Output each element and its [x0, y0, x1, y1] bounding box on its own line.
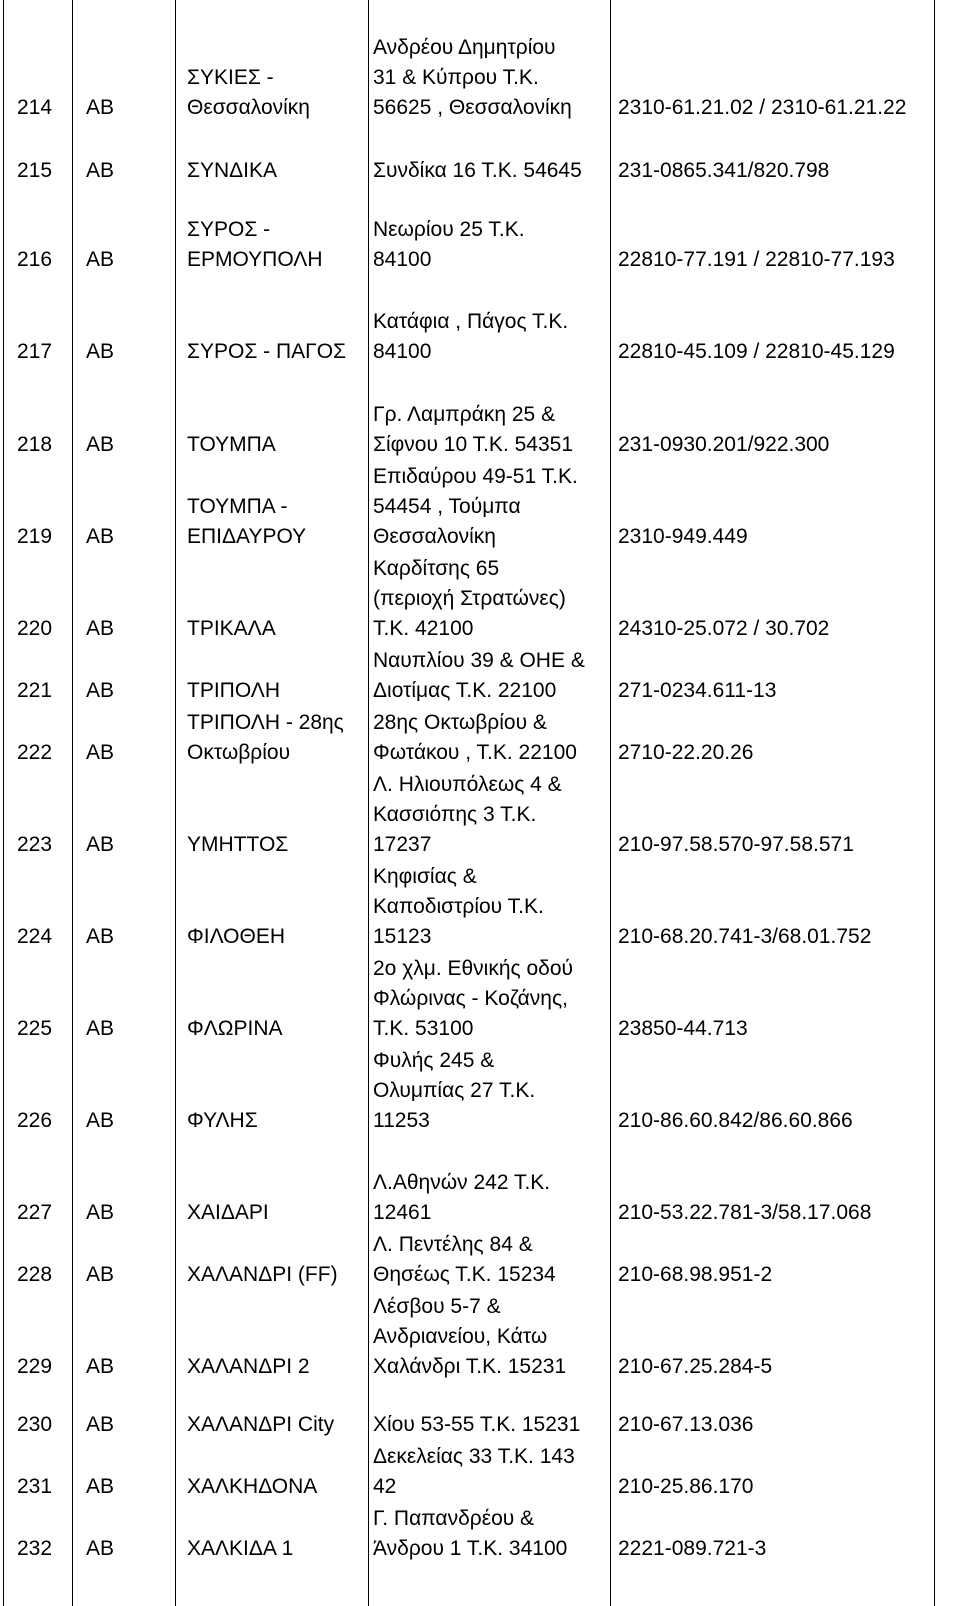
store-code: AB	[86, 679, 115, 702]
store-code: AB	[86, 617, 115, 640]
store-address: Ανδρέου Δημητρίου 31 & Κύπρου Τ.Κ. 56625 , Θεσσαλονίκη	[373, 36, 572, 119]
store-address: Νεωρίου 25 Τ.Κ. 84100	[373, 218, 525, 271]
table-row	[3, 770, 935, 862]
store-number: 225	[17, 1017, 53, 1040]
store-phone: 23850-44.713	[618, 1017, 748, 1040]
store-number: 231	[17, 1475, 53, 1498]
store-code: AB	[86, 340, 115, 363]
store-name: ΧΑΛΑΝΔΡΙ City	[187, 1413, 335, 1436]
store-phone: 271-0234.611-13	[618, 679, 777, 702]
table-row	[3, 1504, 935, 1566]
store-phone: 210-97.58.570-97.58.571	[618, 833, 854, 856]
table-row	[3, 0, 935, 125]
store-code: AB	[86, 741, 115, 764]
store-address: Χίου 53-55 Τ.Κ. 15231	[373, 1413, 581, 1436]
store-phone: 231-0865.341/820.798	[618, 159, 830, 182]
store-address: Επιδαύρου 49-51 Τ.Κ. 54454 , Τούμπα Θεσσαλονίκη	[373, 465, 578, 548]
store-name: ΤΟΥΜΠΑ	[187, 433, 276, 456]
store-table-body	[3, 0, 935, 1566]
store-address: Λ. Ηλιουπόλεως 4 & Κασσιόπης 3 Τ.Κ. 17237	[373, 773, 562, 856]
store-number: 222	[17, 741, 53, 764]
store-phone: 210-53.22.781-3/58.17.068	[618, 1201, 872, 1224]
store-phone: 210-68.98.951-2	[618, 1263, 773, 1286]
store-name: ΣΥΝΔΙΚΑ	[187, 159, 278, 182]
table-row	[3, 369, 935, 462]
store-name: ΧΑΙΔΑΡΙ	[187, 1201, 269, 1224]
store-number: 229	[17, 1355, 53, 1378]
store-code: AB	[86, 1355, 115, 1378]
store-address: 2ο χλμ. Εθνικής οδού Φλώρινας - Κοζάνης, Τ.Κ. 53100	[373, 957, 574, 1040]
table-row	[3, 277, 935, 369]
store-name: ΤΡΙΚΑΛΑ	[187, 617, 276, 640]
store-name: ΣΥΡΟΣ - ΕΡΜΟΥΠΟΛΗ	[187, 218, 323, 271]
store-code: AB	[86, 1537, 115, 1560]
store-address: 28ης Οκτωβρίου & Φωτάκου , Τ.Κ. 22100	[373, 711, 577, 764]
store-number: 214	[17, 96, 53, 119]
store-address: Δεκελείας 33 Τ.Κ. 143 42	[373, 1445, 575, 1498]
store-number: 232	[17, 1537, 53, 1560]
table-row	[3, 708, 935, 770]
store-name: ΣΥΡΟΣ - ΠΑΓΟΣ	[187, 340, 347, 363]
store-name: ΧΑΛΚΙΔΑ 1	[187, 1537, 294, 1560]
store-code: AB	[86, 1263, 115, 1286]
store-number: 228	[17, 1263, 53, 1286]
store-address: Καρδίτσης 65 (περιοχή Στρατώνες) Τ.Κ. 42100	[373, 557, 566, 640]
store-number: 215	[17, 159, 53, 182]
store-code: AB	[86, 1201, 115, 1224]
store-number: 216	[17, 248, 53, 271]
store-address: Λέσβου 5-7 & Ανδριανείου, Κάτω Χαλάνδρι Τ.Κ. 15231	[373, 1295, 567, 1378]
store-phone: 231-0930.201/922.300	[618, 433, 830, 456]
store-address: Ναυπλίου 39 & ΟΗΕ & Διοτίμας Τ.Κ. 22100	[373, 649, 585, 702]
store-code: AB	[86, 159, 115, 182]
table-row	[3, 954, 935, 1046]
table-row	[3, 125, 935, 188]
store-number: 218	[17, 433, 53, 456]
store-code: AB	[86, 1017, 115, 1040]
store-phone: 210-86.60.842/86.60.866	[618, 1109, 853, 1132]
store-address: Φυλής 245 & Ολυμπίας 27 Τ.Κ. 11253	[373, 1049, 536, 1132]
store-name: ΦΥΛΗΣ	[187, 1109, 258, 1132]
store-phone: 2310-949.449	[618, 525, 748, 548]
store-phone: 22810-45.109 / 22810-45.129	[618, 340, 895, 363]
store-code: AB	[86, 248, 115, 271]
table-row	[3, 1292, 935, 1384]
store-code: AB	[86, 1413, 115, 1436]
store-name: ΤΡΙΠΟΛΗ	[187, 679, 280, 702]
table-row	[3, 646, 935, 708]
store-name: ΥΜΗΤΤΟΣ	[187, 833, 289, 856]
store-number: 223	[17, 833, 53, 856]
store-phone: 22810-77.191 / 22810-77.193	[618, 248, 895, 271]
store-phone: 2310-61.21.02 / 2310-61.21.22	[618, 96, 907, 119]
store-number: 226	[17, 1109, 53, 1132]
store-phone: 210-68.20.741-3/68.01.752	[618, 925, 872, 948]
store-phone: 2710-22.20.26	[618, 741, 754, 764]
store-number: 220	[17, 617, 53, 640]
store-name: ΦΛΩΡΙΝΑ	[187, 1017, 283, 1040]
store-phone: 210-25.86.170	[618, 1475, 754, 1498]
table-row	[3, 1046, 935, 1138]
store-code: AB	[86, 525, 115, 548]
table-row	[3, 1138, 935, 1230]
store-number: 219	[17, 525, 53, 548]
store-code: AB	[86, 925, 115, 948]
store-name: ΣΥΚΙΕΣ - Θεσσαλονίκη	[187, 66, 310, 119]
table-row	[3, 1384, 935, 1442]
store-address: Γ. Παπανδρέου & Άνδρου 1 Τ.Κ. 34100	[373, 1507, 568, 1560]
store-code: AB	[86, 1475, 115, 1498]
store-phone: 24310-25.072 / 30.702	[618, 617, 830, 640]
store-number: 230	[17, 1413, 53, 1436]
store-phone: 210-67.25.284-5	[618, 1355, 773, 1378]
table-row	[3, 1230, 935, 1292]
store-code: AB	[86, 1109, 115, 1132]
store-name: ΧΑΛΚΗΔΟΝΑ	[187, 1475, 318, 1498]
table-row	[3, 188, 935, 277]
store-address: Λ. Πεντέλης 84 & Θησέως Τ.Κ. 15234	[373, 1233, 556, 1286]
table-row	[3, 462, 935, 554]
store-address: Κατάφια , Πάγος Τ.Κ. 84100	[373, 310, 569, 363]
store-number: 224	[17, 925, 53, 948]
store-number: 227	[17, 1201, 53, 1224]
store-name: ΤΡΙΠΟΛΗ - 28ης Οκτωβρίου	[187, 711, 344, 764]
store-address: Κηφισίας & Καποδιστρίου Τ.Κ. 15123	[373, 865, 544, 948]
store-phone: 210-67.13.036	[618, 1413, 754, 1436]
store-name: ΦΙΛΟΘΕΗ	[187, 925, 286, 948]
store-code: AB	[86, 433, 115, 456]
store-code: AB	[86, 833, 115, 856]
table-row	[3, 862, 935, 954]
table-row	[3, 554, 935, 646]
store-number: 221	[17, 679, 53, 702]
store-code: AB	[86, 96, 115, 119]
store-phone: 2221-089.721-3	[618, 1537, 767, 1560]
table-row	[3, 1442, 935, 1504]
store-name: ΤΟΥΜΠΑ - ΕΠΙΔΑΥΡΟΥ	[187, 495, 307, 548]
store-table	[3, 0, 935, 1566]
store-address: Λ.Αθηνών 242 Τ.Κ. 12461	[373, 1171, 551, 1224]
store-name: ΧΑΛΑΝΔΡΙ 2	[187, 1355, 310, 1378]
store-address: Γρ. Λαμπράκη 25 & Σίφνου 10 Τ.Κ. 54351	[373, 403, 574, 456]
store-number: 217	[17, 340, 53, 363]
store-address: Συνδίκα 16 Τ.Κ. 54645	[373, 159, 582, 182]
store-name: ΧΑΛΑΝΔΡΙ (FF)	[187, 1263, 338, 1286]
